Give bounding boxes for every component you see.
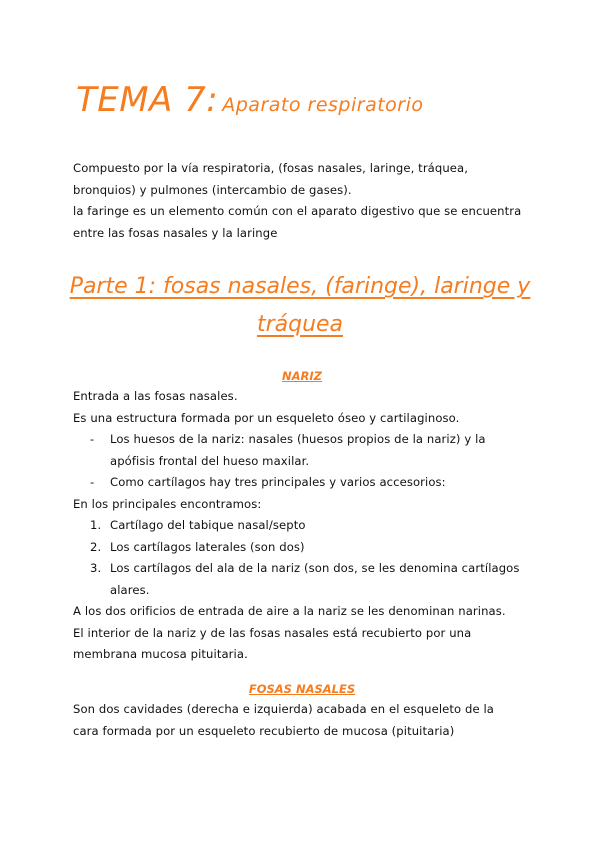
numbered-list-item bbox=[73, 558, 520, 601]
nariz-section bbox=[73, 386, 520, 666]
part-1-heading-line: tráquea bbox=[256, 312, 344, 337]
intro-line: Compuesto por la vía respiratoria, (fosas nasales, laringe, tráquea, bbox=[73, 161, 469, 175]
paragraph: Son dos cavidades (derecha e izquierda) acabada en el esqueleto de la bbox=[73, 702, 494, 716]
fosas-nasales-heading: FOSAS NASALES bbox=[248, 682, 356, 696]
list-number: 3. bbox=[90, 561, 102, 575]
dash-bullet: - bbox=[90, 432, 95, 446]
page-title bbox=[76, 80, 424, 120]
paragraph: Entrada a las fosas nasales. bbox=[73, 389, 238, 403]
paragraph: Es una estructura formada por un esqueleto óseo y cartilaginoso. bbox=[73, 410, 460, 425]
dash-list-item bbox=[73, 429, 520, 472]
paragraph: En los principales encontramos: bbox=[73, 496, 262, 511]
intro-line: bronquios) y pulmones (intercambio de gases). bbox=[73, 182, 352, 197]
fosas-nasales-section bbox=[73, 699, 494, 742]
list-number: 1. bbox=[90, 518, 102, 532]
list-item-text: Los cartílagos laterales (son dos) bbox=[110, 539, 305, 554]
list-number: 2. bbox=[90, 539, 102, 554]
dash-list-item bbox=[73, 472, 520, 494]
list-item-text: alares. bbox=[110, 582, 150, 597]
paragraph: cara formada por un esqueleto recubierto de mucosa (pituitaria) bbox=[73, 723, 455, 738]
paragraph: El interior de la nariz y de las fosas nasales está recubierto por una bbox=[73, 625, 472, 640]
title-subtitle: Aparato respiratorio bbox=[222, 94, 424, 116]
paragraph: A los dos orificios de entrada de aire a la nariz se les denominan narinas. bbox=[73, 604, 506, 618]
dash-bullet: - bbox=[90, 475, 95, 489]
numbered-list-item bbox=[73, 515, 520, 537]
part-1-heading bbox=[0, 268, 600, 344]
list-item-text: apófisis frontal del hueso maxilar. bbox=[110, 453, 310, 468]
title-main: TEMA 7: bbox=[76, 80, 219, 120]
list-item-text: Los cartílagos del ala de la nariz (son dos, se les denomina cartílagos bbox=[110, 561, 520, 575]
intro-paragraph bbox=[73, 158, 521, 244]
paragraph: membrana mucosa pituitaria. bbox=[73, 647, 248, 661]
numbered-list-item bbox=[73, 537, 520, 559]
intro-line: la faringe es un elemento común con el aparato digestivo que se encuentra bbox=[73, 204, 522, 218]
list-item-text: Los huesos de la nariz: nasales (huesos propios de la nariz) y la bbox=[110, 432, 486, 446]
part-1-heading-line: Parte 1: fosas nasales, (faringe), laringe y bbox=[69, 274, 531, 299]
nariz-heading: NARIZ bbox=[282, 369, 322, 383]
list-item-text: Como cartílagos hay tres principales y varios accesorios: bbox=[110, 475, 446, 489]
list-item-text: Cartílago del tabique nasal/septo bbox=[110, 518, 306, 532]
intro-line: entre las fosas nasales y la laringe bbox=[73, 225, 278, 240]
